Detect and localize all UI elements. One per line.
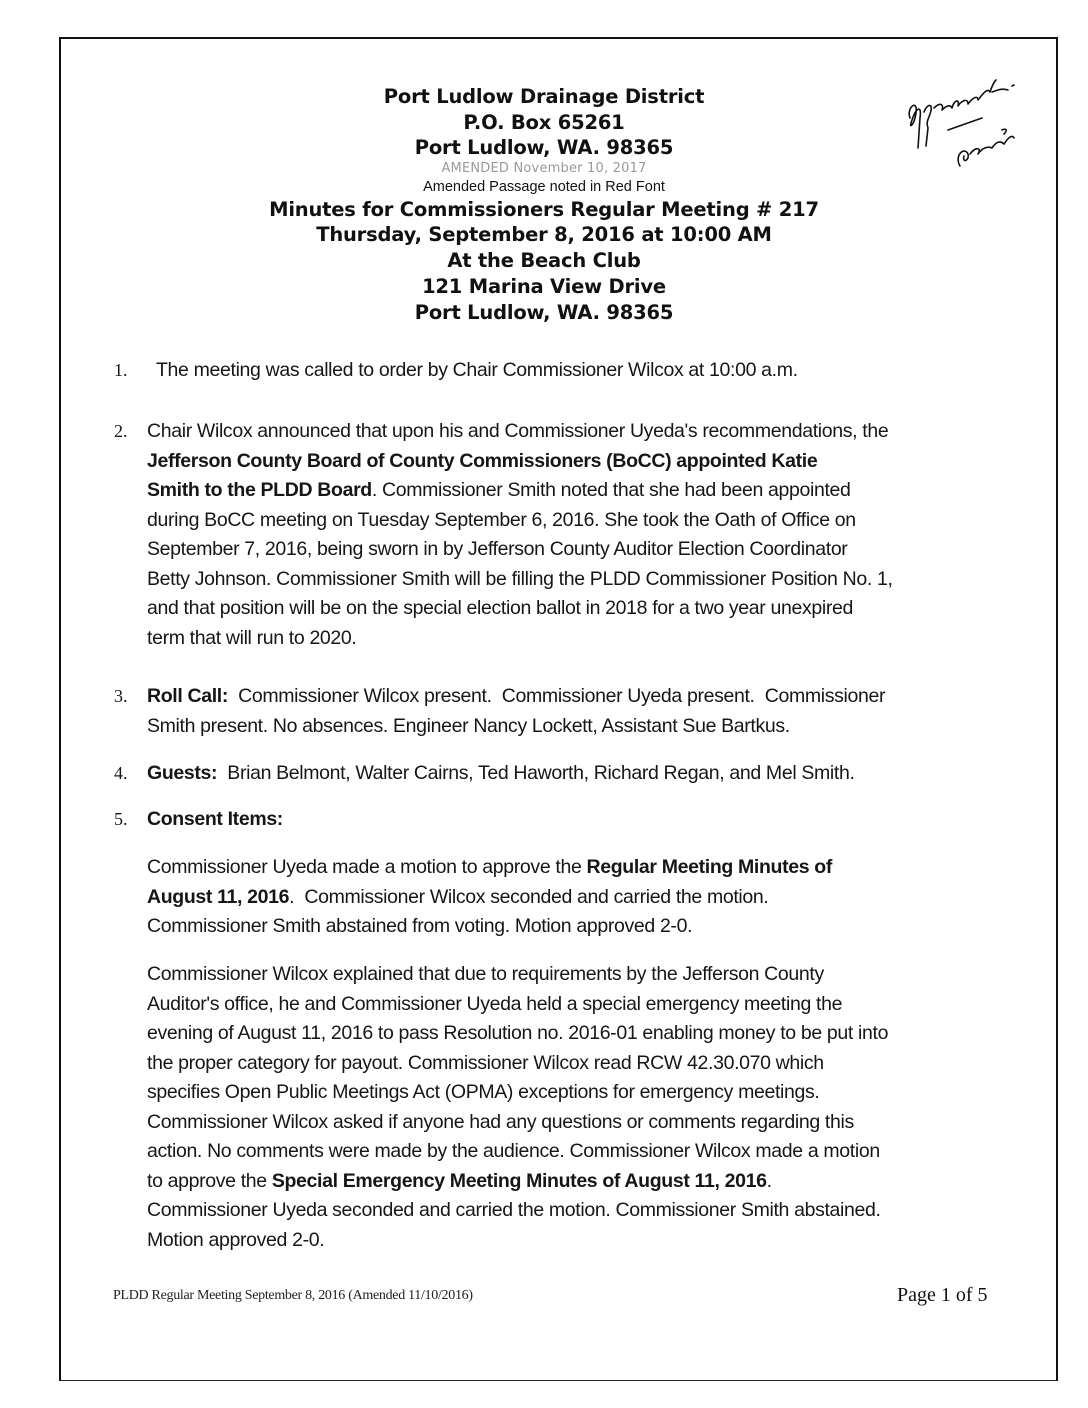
item-line — [147, 805, 1007, 835]
bold-appointment-cont: Smith to the PLDD Board — [147, 479, 372, 501]
item-line: term that will run to 2020. — [147, 626, 357, 649]
guests-label: Guests: — [147, 762, 218, 784]
item-text-run: to approve the — [147, 1169, 272, 1192]
item-line — [147, 759, 1007, 789]
venue-address: 121 Marina View Drive — [422, 274, 666, 298]
item-line — [147, 447, 1007, 477]
bold-regular-minutes: Regular Meeting Minutes of — [586, 856, 833, 878]
bold-special-minutes: Special Emergency Meeting Minutes of August 11, 2016 — [271, 1169, 767, 1192]
item-line: Motion approved 2-0. — [147, 1228, 325, 1251]
item-text — [147, 805, 1007, 835]
po-box: P.O. Box 65261 — [463, 110, 625, 134]
item-line: Chair Wilcox announced that upon his and Commissioner Uyeda's recommendations, the — [147, 420, 889, 442]
paragraph-text — [147, 960, 1007, 1255]
org-name: Port Ludlow Drainage District — [383, 85, 705, 108]
item-text-run: . Commissioner Smith noted that she had been appointed — [371, 479, 851, 501]
item-line: the proper category for payout. Commissioner Wilcox read RCW 42.30.070 which — [147, 1051, 824, 1074]
item-line — [147, 682, 1007, 712]
item-text-run: Commissioner Uyeda made a motion to approve the — [147, 856, 587, 878]
item-line: Smith present. No absences. Engineer Nancy Lockett, Assistant Sue Bartkus. — [147, 714, 790, 737]
roll-call-label: Roll Call: — [147, 685, 229, 707]
footer-document-label: PLDD Regular Meeting September 8, 2016 (Amended 11/10/2016) — [113, 1288, 473, 1303]
handwritten-approval-note — [898, 68, 1048, 178]
item-line: Commissioner Wilcox explained that due to requirements by the Jefferson County — [147, 963, 824, 985]
amended-note: Amended Passage noted in Red Font — [423, 178, 665, 195]
item-number: 1. — [114, 360, 128, 380]
item-line: Auditor's office, he and Commissioner Uyeda held a special emergency meeting the — [147, 992, 843, 1015]
item-number: 5. — [114, 809, 128, 829]
handwriting-signature-icon — [898, 68, 1048, 178]
item-line: The meeting was called to order by Chair Commissioner Wilcox at 10:00 a.m. — [156, 359, 798, 381]
item-text — [147, 417, 1007, 653]
consent-items-label: Consent Items: — [147, 808, 283, 830]
item-line: specifies Open Public Meetings Act (OPMA) exceptions for emergency meetings. — [147, 1081, 820, 1103]
item-line: Commissioner Uyeda seconded and carried the motion. Commissioner Smith abstained. — [147, 1199, 881, 1221]
item-text — [147, 682, 1007, 741]
page-number: Page 1 of 5 — [897, 1284, 988, 1306]
item-line — [147, 476, 1007, 506]
item-line — [147, 883, 1007, 913]
bold-regular-minutes-date: August 11, 2016 — [147, 885, 290, 908]
item-line: during BoCC meeting on Tuesday September 6, 2016. She took the Oath of Office on — [147, 508, 856, 531]
item-line: Betty Johnson. Commissioner Smith will be filling the PLDD Commissioner Position No. 1, — [147, 567, 893, 590]
venue-city: Port Ludlow, WA. 98365 — [414, 300, 674, 324]
item-text — [147, 759, 1007, 789]
meeting-title: Minutes for Commissioners Regular Meeting # 217 — [269, 197, 819, 221]
item-text-run: Commissioner Wilcox present. Commissioner Uyeda present. Commissioner — [228, 685, 886, 707]
item-text-run: . Commissioner Wilcox seconded and carried the motion. — [289, 885, 769, 908]
item-line — [147, 1167, 1007, 1197]
item-line: evening of August 11, 2016 to pass Resolution no. 2016-01 enabling money to be put into — [147, 1022, 889, 1044]
venue: At the Beach Club — [447, 249, 641, 273]
item-line: September 7, 2016, being sworn in by Jefferson County Auditor Election Coordinator — [147, 538, 848, 560]
item-number: 3. — [114, 686, 128, 706]
item-line: and that position will be on the special election ballot in 2018 for a two year unexpired — [147, 597, 853, 619]
paragraph-text — [147, 853, 1007, 942]
item-text-run: Brian Belmont, Walter Cairns, Ted Haworth, Richard Regan, and Mel Smith. — [217, 762, 855, 784]
item-line — [147, 853, 1007, 883]
item-number: 4. — [114, 763, 128, 783]
meeting-datetime: Thursday, September 8, 2016 at 10:00 AM — [316, 223, 772, 247]
item-line: action. No comments were made by the audience. Commissioner Wilcox made a motion — [147, 1140, 880, 1162]
amended-date: AMENDED November 10, 2017 — [441, 160, 647, 176]
item-number: 2. — [114, 421, 128, 441]
item-line: Commissioner Wilcox asked if anyone had any questions or comments regarding this — [147, 1110, 854, 1133]
org-city: Port Ludlow, WA. 98365 — [414, 136, 674, 159]
bold-appointment: Jefferson County Board of County Commissioners (BoCC) appointed Katie — [147, 449, 818, 472]
item-text-run: . — [766, 1169, 772, 1192]
item-line: Commissioner Smith abstained from voting. Motion approved 2-0. — [147, 915, 693, 937]
item-text — [156, 356, 1016, 386]
